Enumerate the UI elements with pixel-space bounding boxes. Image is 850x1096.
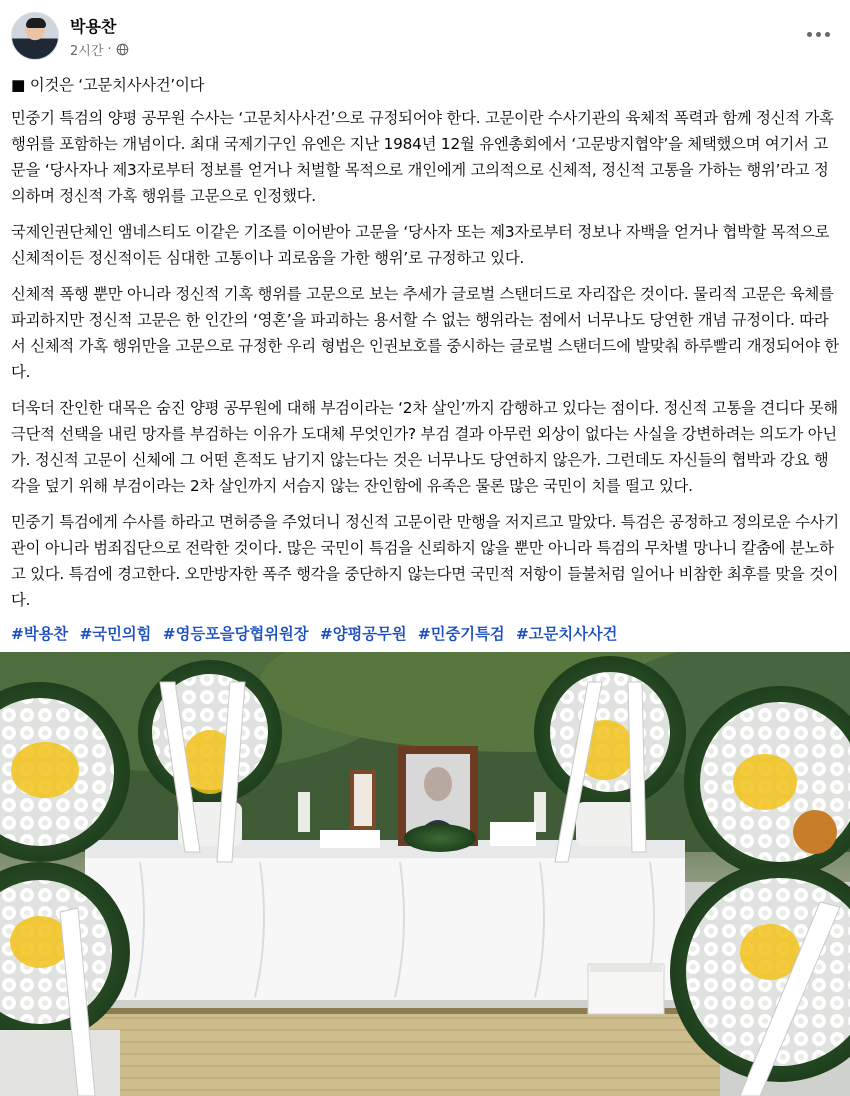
- post-paragraph: 더욱더 잔인한 대목은 숨진 양평 공무원에 대해 부검이라는 ‘2차 살인’까지 감행하고 있다는 점이다. 정신적 고통을 견디다 못해 극단적 선택을 내린 망자를 부검하는 이유가 도대체 무엇인가? 부검 결과 아무런 외상이 없다는 사실을 강변하려는 의도가 아닌가. 정신적 고문이 신체에 그 어떤 흔적도 남기지 않는다는 것은 너무나도 당연하지 않은가. 그런데도 자신들의 협박과 강요 행각을 덮기 위해 부검이라는 2차 살인까지 서슴지 않는 잔인함에 유족은 물론 많은 국민이 치를 떨고 있다.: [11, 399, 838, 495]
- hashtag-link[interactable]: #민중기특검: [417, 625, 505, 643]
- hashtags: [11, 621, 841, 647]
- post-header: [0, 0, 850, 72]
- more-dot: [825, 32, 830, 37]
- more-dot: [816, 32, 821, 37]
- avatar[interactable]: [11, 12, 59, 60]
- globe-icon: [116, 43, 129, 56]
- more-horizontal-icon: [807, 32, 812, 37]
- hashtag-link[interactable]: #영등포을당협위원장: [162, 625, 309, 643]
- post-paragraph: 민중기 특검에게 수사를 하라고 면허증을 주었더니 정신적 고문이란 만행을 저지르고 말았다. 특검은 공정하고 정의로운 수사기관이 아니라 범죄집단으로 전락한 것이다. 많은 국민이 특검을 신뢰하지 않을 뿐만 아니라 특검의 무차별 망나니 칼춤에 분노하고 있다. 특검에 경고한다. 오만방자한 폭주 행각을 중단하지 않는다면 국민적 저항이 들불처럼 일어나 비참한 최후를 맞을 것이다.: [11, 513, 839, 609]
- post-paragraph: 민중기 특검의 양평 공무원 수사는 ‘고문치사사건’으로 규정되어야 한다. 고문이란 수사기관의 육체적 폭력과 함께 정신적 가혹 행위를 포함하는 개념이다. 최대 국제기구인 유엔은 지난 1984년 12월 유엔총회에서 ‘고문방지협약’을 체택했으며 여기서 고문을 ‘당사자나 제3자로부터 정보를 얻거나 처벌할 목적으로 개인에게 고의적으로 신체적, 정신적 고통을 가하는 행위’라고 정의하며 정신적 가혹 행위를 고문으로 인정했다.: [11, 109, 834, 205]
- post-title: ■ 이것은 ‘고문치사사건’이다: [11, 76, 205, 94]
- meta-separator: ·: [107, 42, 112, 57]
- more-options-button[interactable]: [804, 20, 832, 48]
- hashtag-link[interactable]: #고문치사사건: [515, 625, 618, 643]
- post-time[interactable]: 2시간: [70, 44, 104, 59]
- author-name[interactable]: 박용찬: [70, 17, 117, 36]
- hashtag-link[interactable]: #국민의힘: [79, 625, 152, 643]
- hashtag-link[interactable]: #양평공무원: [319, 625, 407, 643]
- memorial-altar-photo: [0, 652, 850, 1096]
- post-paragraph: 신체적 폭행 뿐만 아니라 정신적 기혹 행위를 고문으로 보는 추세가 글로벌 스탠더드로 자리잡은 것이다. 물리적 고문은 육체를 파괴하지만 정신적 고문은 한 인간의 ‘영혼’을 파괴하는 용서할 수 없는 행위라는 점에서 너무나도 당연한 개념 규정이다. 따라서 신체적 가혹 행위만을 고문으로 규정한 우리 형법은 인권보호를 중시하는 글로벌 스탠더드에 발맞춰 하루빨리 개정되어야 한다.: [11, 285, 839, 381]
- post-photo[interactable]: [0, 652, 850, 1096]
- post-meta: [70, 40, 129, 59]
- post-paragraph: 국제인권단체인 앰네스티도 이같은 기조를 이어받아 고문을 ‘당사자 또는 제3자로부터 정보나 자백을 얻거나 협박할 목적으로 신체적이든 정신적이든 심대한 고통이나 괴로움을 가한 행위’로 규정하고 있다.: [11, 223, 830, 267]
- post-body: [11, 72, 841, 647]
- hashtag-link[interactable]: #박용찬: [11, 625, 69, 643]
